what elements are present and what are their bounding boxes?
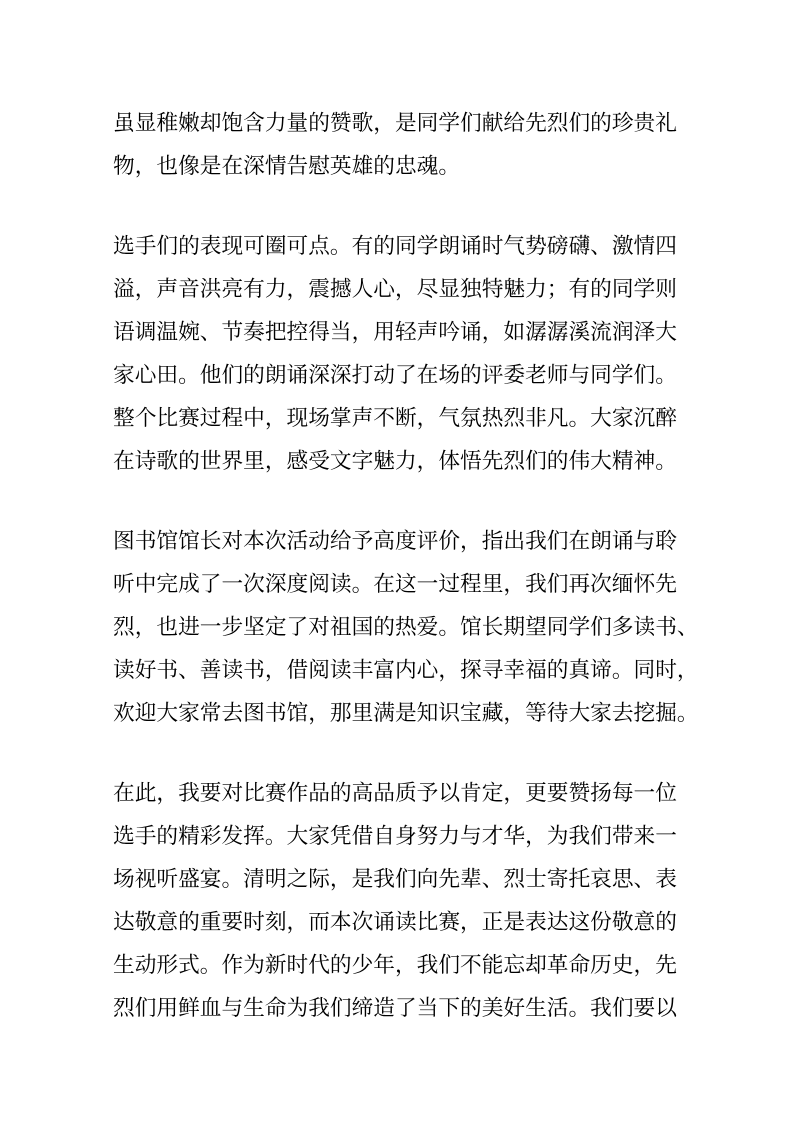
text-line: 听中完成了一次深度阅读。在这一过程里，我们再次缅怀先 <box>113 571 677 596</box>
paragraph-1 <box>113 101 680 187</box>
text-line: 达敬意的重要时刻，而本次诵读比赛，正是表达这份敬意的 <box>113 909 677 934</box>
text-line: 场视听盛宴。清明之际，是我们向先辈、烈士寄托哀思、表 <box>113 866 677 891</box>
text-line: 整个比赛过程中，现场掌声不断，气氛热烈非凡。大家沉醉 <box>113 405 677 430</box>
text-line: 烈，也进一步坚定了对祖国的热爱。馆长期望同学们多读书、 <box>113 614 699 639</box>
paragraph-2 <box>113 224 680 482</box>
text-line: 语调温婉、节奏把控得当，用轻声吟诵，如潺潺溪流润泽大 <box>113 319 677 344</box>
text-line: 在此，我要对比赛作品的高品质予以肯定，更要赞扬每一位 <box>113 780 677 805</box>
text-line: 生动形式。作为新时代的少年，我们不能忘却革命历史，先 <box>113 952 677 977</box>
text-line: 选手们的表现可圈可点。有的同学朗诵时气势磅礴、激情四 <box>113 233 677 258</box>
paragraph-3 <box>113 519 699 734</box>
text-line: 欢迎大家常去图书馆，那里满是知识宝藏，等待大家去挖掘。 <box>113 700 699 725</box>
paragraph-4 <box>113 771 680 1029</box>
text-line: 烈们用鲜血与生命为我们缔造了当下的美好生活。我们要以 <box>113 995 677 1020</box>
text-line: 物，也像是在深情告慰英雄的忠魂。 <box>113 153 461 178</box>
text-line: 家心田。他们的朗诵深深打动了在场的评委老师与同学们。 <box>113 362 677 387</box>
text-line: 虽显稚嫩却饱含力量的赞歌，是同学们献给先烈们的珍贵礼 <box>113 110 677 135</box>
text-line: 读好书、善读书，借阅读丰富内心，探寻幸福的真谛。同时， <box>113 657 699 682</box>
text-line: 选手的精彩发挥。大家凭借自身努力与才华，为我们带来一 <box>113 823 677 848</box>
text-line: 溢，声音洪亮有力，震撼人心，尽显独特魅力；有的同学则 <box>113 276 677 301</box>
text-line: 图书馆馆长对本次活动给予高度评价，指出我们在朗诵与聆 <box>113 528 677 553</box>
text-line: 在诗歌的世界里，感受文字魅力，体悟先烈们的伟大精神。 <box>113 448 677 473</box>
